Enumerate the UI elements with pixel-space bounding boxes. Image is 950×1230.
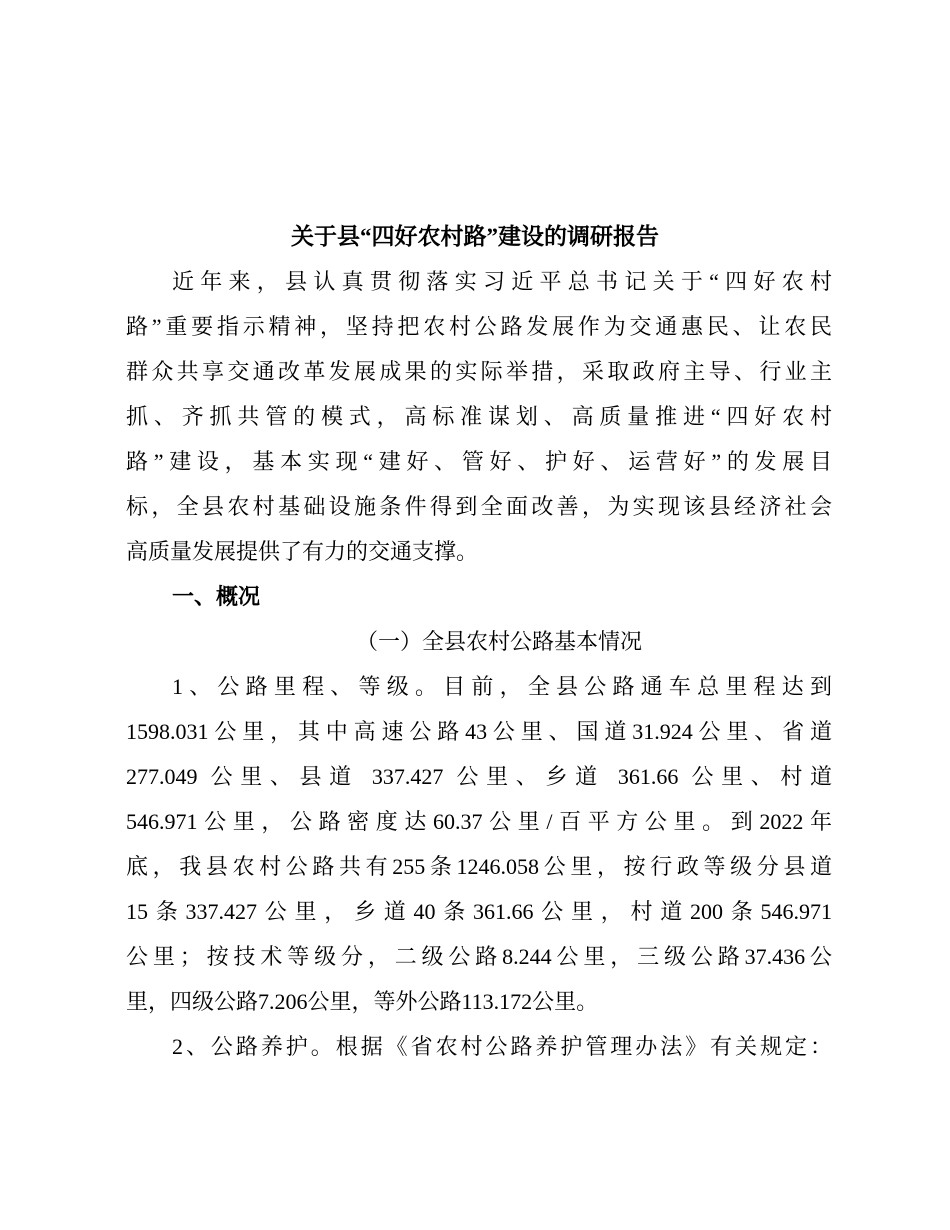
subsection-heading: （一）全县农村公路基本情况 <box>355 629 642 654</box>
section-heading: 一、概况 <box>172 584 261 609</box>
text-line: 277.049 公里、县道 337.427 公里、乡道 361.66 公里、村道 <box>126 764 832 789</box>
text-line: 近年来，县认真贯彻落实习近平总书记关于“四好农村 <box>172 269 832 294</box>
text-line: 底，我县农村公路共有255条1246.058公里，按行政等级分县道 <box>126 854 832 879</box>
text-line: 1598.031公里，其中高速公路43公里、国道31.924公里、省道 <box>126 719 832 744</box>
paragraph-mileage <box>126 664 832 1069</box>
document-title: 关于县“四好农村路”建设的调研报告 <box>291 224 659 249</box>
intro-paragraph <box>126 259 832 664</box>
text-line: 15条337.427公里，乡道40条361.66公里，村道200条546.971 <box>126 899 832 924</box>
text-line: 里，四级公路7.206公里，等外公路113.172公里。 <box>126 989 599 1014</box>
text-line: 路”建设，基本实现“建好、管好、护好、运营好”的发展目 <box>126 449 832 474</box>
text-line: 高质量发展提供了有力的交通支撑。 <box>126 539 479 564</box>
text-line: 公里；按技术等级分，二级公路8.244公里，三级公路37.436公 <box>126 944 832 969</box>
text-line: 546.971公里，公路密度达60.37公里/百平方公里。到2022年 <box>126 809 832 834</box>
text-line: 标，全县农村基础设施条件得到全面改善，为实现该县经济社会 <box>126 494 832 519</box>
text-line: 2、公路养护。根据《省农村公路养护管理办法》有关规定： <box>172 1034 832 1059</box>
text-line: 抓、齐抓共管的模式，高标准谋划、高质量推进“四好农村 <box>126 404 832 429</box>
text-line: 路”重要指示精神，坚持把农村公路发展作为交通惠民、让农民 <box>126 314 832 339</box>
text-line: 群众共享交通改革发展成果的实际举措，采取政府主导、行业主 <box>126 359 832 384</box>
text-line: 1、公路里程、等级。目前，全县公路通车总里程达到 <box>172 674 832 699</box>
